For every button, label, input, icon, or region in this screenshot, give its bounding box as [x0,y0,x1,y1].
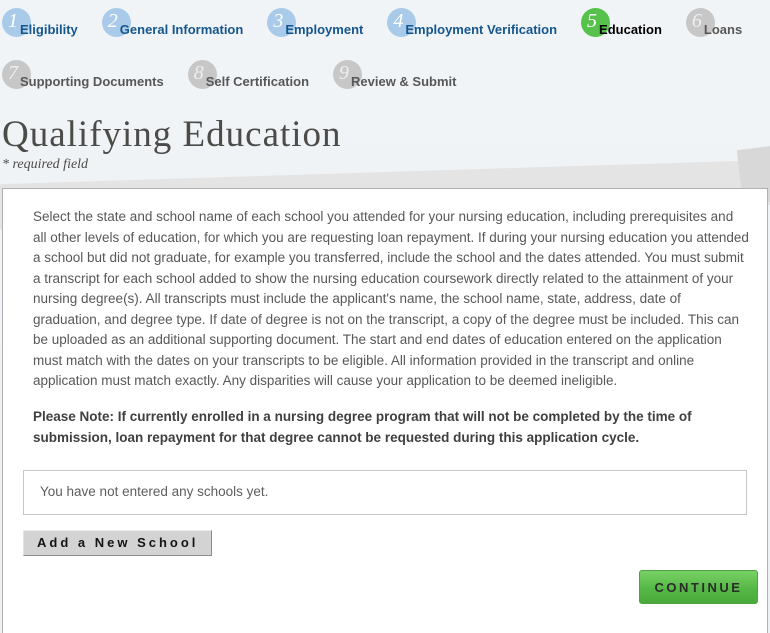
step-number-circle: 8 [188,60,217,89]
step-review-submit [333,60,456,89]
step-loans [686,8,742,37]
step-general-information[interactable] [102,8,244,37]
step-number-circle: 2 [102,8,131,37]
please-note-paragraph: Please Note: If currently enrolled in a nursing degree program that will not be completed by the time of submission, loan repayment for that degree cannot be requested during this application cycle. [33,408,692,445]
step-supporting-documents [2,60,164,89]
step-number-circle: 6 [686,8,715,37]
step-label: Eligibility [20,22,78,37]
step-eligibility[interactable] [2,8,78,37]
empty-schools-message: You have not entered any schools yet. [40,483,269,499]
step-number-circle: 3 [267,8,296,37]
step-label: Loans [703,22,743,37]
schools-list-box [23,470,747,515]
progress-stepper [0,0,770,89]
instructions-paragraph: Select the state and school name of each school you attended for your nursing education, including prerequisites and all other levels of education, for which you are requesting loan repayment. If during your nursing education you attended a school but did not graduate, for example you transferred, include the school and the dates attended. You must submit a transcript for each school added to show the nursing education coursework directly related to the attainment of your nursing degree(s). All transcripts must include the applicant's name, the school name, state, address, date of graduation, and degree type. If date of degree is not on the transcript, a copy of the degree must be included. This can be uploaded as an additional supporting document. The start and end dates of education entered on the application must match with the dates on your transcripts to be eligible. All information provided in the transcript and online application must match exactly. Any disparities will cause your application to be deemed ineligible. [33,209,749,388]
step-employment[interactable] [267,8,363,37]
step-label: Education [599,22,662,37]
add-new-school-button[interactable]: Add a New School [23,530,212,556]
page-heading [2,113,770,173]
step-label: General Information [119,22,244,37]
step-number-circle: 5 [581,8,610,37]
step-label: Employment Verification [405,22,558,37]
step-employment-verification[interactable] [387,8,557,37]
education-content-panel [2,188,768,633]
step-number-circle: 1 [2,8,31,37]
step-number-circle: 7 [2,60,31,89]
continue-button[interactable]: CONTINUE [639,570,758,604]
step-education[interactable] [581,8,662,37]
required-field-note: * required field [2,157,89,172]
step-label: Review & Submit [351,74,457,89]
step-label: Supporting Documents [20,74,164,89]
step-self-certification [188,60,309,89]
stepper-row-2 [2,60,770,89]
step-label: Self Certification [205,74,310,89]
step-number-circle: 4 [387,8,416,37]
page-title: Qualifying Education [2,114,342,155]
step-number-circle: 9 [333,60,362,89]
stepper-row-1 [2,8,770,37]
step-label: Employment [285,22,364,37]
